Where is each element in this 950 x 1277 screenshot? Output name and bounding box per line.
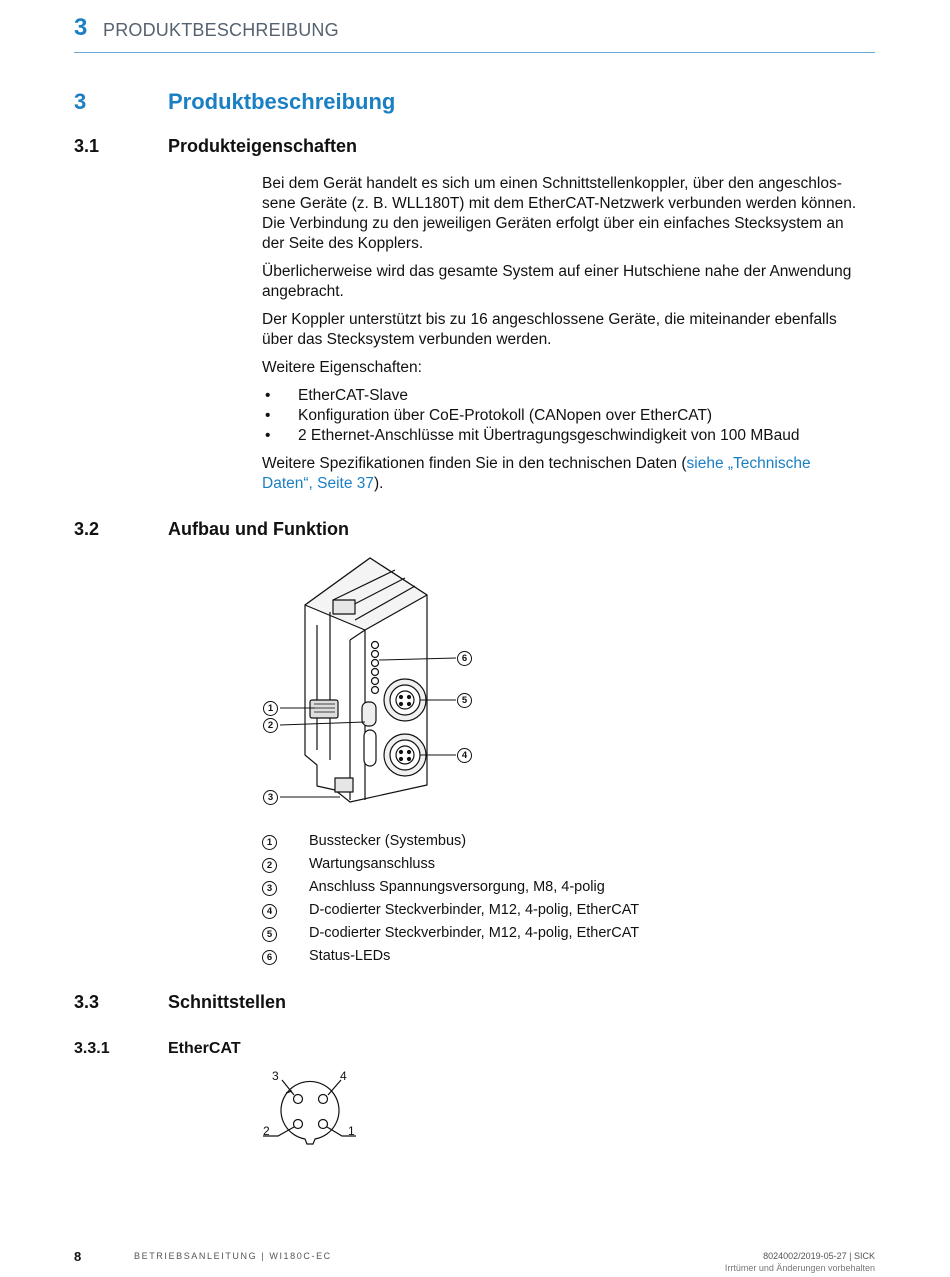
spec-paragraph — [262, 454, 874, 494]
callout-1: 1 — [263, 701, 278, 716]
legend-text: D-codierter Steckverbinder, M12, 4-polig, EtherCAT — [309, 925, 640, 941]
feature-text: Konfiguration über CoE-Protokoll (CANopen over EtherCAT) — [298, 407, 713, 424]
m12-pinout-diagram — [258, 1066, 368, 1148]
running-header-chapter-title: PRODUKTBESCHREIBUNG — [103, 20, 339, 40]
bullet: • — [265, 387, 271, 404]
bullet: • — [265, 407, 271, 424]
paragraph-1 — [262, 174, 874, 254]
section-3-1-number: 3.1 — [74, 136, 100, 156]
legend-number: 4 — [262, 904, 277, 919]
section-3-3-1-number: 3.3.1 — [74, 1040, 110, 1057]
callout-3: 3 — [263, 790, 278, 805]
spec-text-suffix: ). — [374, 475, 384, 492]
page-number: 8 — [74, 1249, 82, 1264]
features-intro: Weitere Eigenschaften: — [262, 359, 422, 376]
legend-number: 3 — [262, 881, 277, 896]
spec-text-prefix: Weitere Spezifikationen finden Sie in den technischen Daten ( — [262, 455, 687, 472]
legend-text: Wartungsanschluss — [309, 856, 435, 872]
link-text-line2[interactable]: Daten“, Seite 37 — [262, 475, 375, 492]
paragraph-2 — [262, 262, 874, 302]
callout-4: 4 — [457, 748, 472, 763]
chapter-number: 3 — [74, 89, 87, 114]
callout-2: 2 — [263, 718, 278, 733]
pin-label-1: 1 — [348, 1124, 355, 1138]
legend-number: 5 — [262, 927, 277, 942]
feature-text: 2 Ethernet-Anschlüsse mit Übertragungsgeschwindigkeit von 100 MBaud — [298, 427, 800, 444]
device-illustration — [255, 550, 485, 810]
pin-label-2: 2 — [263, 1124, 270, 1138]
paragraph-1-line: Bei dem Gerät handelt es sich um einen Schnittstellenkoppler, über den angeschlos- — [262, 175, 842, 192]
paragraph-1-line: sene Geräte (z. B. WLL180T) mit dem EtherCAT-Netzwerk verbunden werden können. — [262, 195, 857, 212]
feature-text: EtherCAT-Slave — [298, 387, 408, 404]
paragraph-3-line: über das Stecksystem verbunden werden. — [262, 331, 552, 348]
document-title: BETRIEBSANLEITUNG | WI180C-EC — [134, 1251, 332, 1261]
legend-text: D-codierter Steckverbinder, M12, 4-polig, EtherCAT — [309, 902, 640, 918]
disclaimer: Irrtümer und Änderungen vorbehalten — [724, 1263, 875, 1273]
callout-6: 6 — [457, 651, 472, 666]
paragraph-3-line: Der Koppler unterstützt bis zu 16 angeschlossene Geräte, die miteinander ebenfalls — [262, 311, 837, 328]
document-id: 8024002/2019-05-27 | SICK — [763, 1251, 875, 1261]
features-list — [262, 386, 874, 446]
paragraph-2-line: angebracht. — [262, 283, 344, 300]
chapter-title: Produktbeschreibung — [168, 89, 396, 114]
list-item — [262, 386, 874, 406]
callout-5: 5 — [457, 693, 472, 708]
legend-text: Busstecker (Systembus) — [309, 833, 467, 849]
section-3-3-1-title: EtherCAT — [168, 1040, 241, 1057]
paragraph-1-line: der Seite des Kopplers. — [262, 235, 424, 252]
pin-label-3: 3 — [272, 1069, 279, 1083]
paragraph-1-line: Die Verbindung zu den jeweiligen Geräten erfolgt über ein einfaches Stecksystem an — [262, 215, 844, 232]
section-3-3-title: Schnittstellen — [168, 992, 287, 1012]
pin-label-4: 4 — [340, 1069, 347, 1083]
paragraph-2-line: Überlicherweise wird das gesamte System auf einer Hutschiene nahe der Anwendung — [262, 263, 852, 280]
section-3-1-body — [262, 174, 874, 494]
bullet: • — [265, 427, 271, 444]
running-header-chapter-number: 3 — [74, 14, 88, 41]
section-3-3-number: 3.3 — [74, 992, 100, 1012]
section-3-2-number: 3.2 — [74, 519, 100, 539]
link-text-line1[interactable]: siehe „Technische — [686, 455, 811, 472]
legend-text: Status-LEDs — [309, 948, 391, 964]
legend-text: Anschluss Spannungsversorgung, M8, 4-polig — [309, 879, 605, 895]
legend-number: 6 — [262, 950, 277, 965]
legend-number: 1 — [262, 835, 277, 850]
paragraph-3 — [262, 310, 874, 350]
list-item — [262, 426, 874, 446]
header-divider — [74, 52, 875, 53]
section-3-2-title: Aufbau und Funktion — [168, 519, 349, 539]
list-item — [262, 406, 874, 426]
section-3-1-title: Produkteigenschaften — [168, 136, 358, 156]
legend-number: 2 — [262, 858, 277, 873]
